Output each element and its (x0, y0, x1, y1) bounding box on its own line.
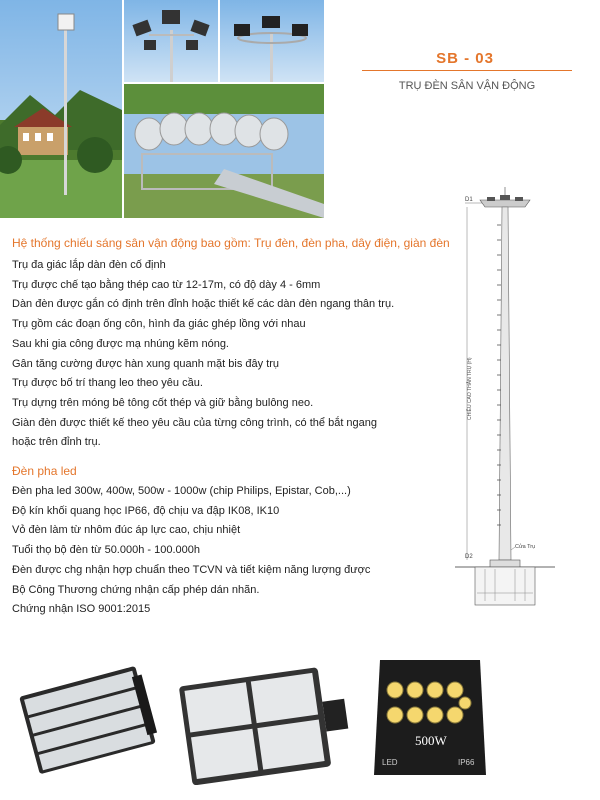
product-title: TRỤ ĐÈN SÂN VẬN ĐỘNG (398, 80, 536, 92)
product-module-floodlight-2 (175, 665, 355, 785)
led-line: Vỏ đèn làm từ nhôm đúc áp lực cao, chịu nhiệt (12, 524, 241, 537)
system-line: Trụ được chế tạo bằng thép cao từ 12-17m, có độ dày 4 - 6mm (12, 278, 321, 291)
flood-led-label: LED (382, 758, 398, 767)
system-section-title: Hệ thống chiếu sáng sân vận động bao gồm: Trụ đèn, đèn pha, dây điện, giàn đèn (12, 236, 450, 250)
product-module-floodlight-1 (18, 660, 158, 785)
system-line: Trụ được bố trí thang leo theo yêu cầu. (12, 377, 203, 390)
led-line: Bộ Công Thương chứng nhận cấp phép dán nhãn. (12, 583, 260, 596)
system-line: Gân tăng cường được hàn xung quanh mặt bis đây trụ (12, 357, 280, 370)
led-line: Tuổi thọ bộ đèn từ 50.000h - 100.000h (12, 544, 200, 557)
label-door: Cửa Trụ (515, 544, 536, 550)
flood-watt-label: 500W (415, 733, 447, 748)
photo-pole-head-2 (220, 0, 324, 82)
pole-diagram (455, 185, 595, 615)
led-section-title: Đèn pha led (12, 464, 77, 478)
led-lines (12, 482, 370, 620)
flood-ip-label: IP66 (458, 758, 475, 767)
system-line: hoặc trên đỉnh trụ. (12, 436, 101, 449)
label-d1: D1 (465, 197, 473, 203)
photo-floodlight-rack (124, 84, 324, 218)
led-line: Đèn pha led 300w, 400w, 500w - 1000w (chip Philips, Epistar, Cob,...) (12, 485, 351, 497)
system-line: Trụ gồm các đoạn ống côn, hình đa giác ghép lồng với nhau (12, 318, 306, 331)
photo-stadium-pole (0, 0, 122, 218)
label-d2: D2 (465, 554, 473, 560)
label-height: CHIỀU CAO THÂN TRỤ (H) (467, 357, 473, 420)
photo-pole-head-1 (124, 0, 218, 82)
led-line: Đèn được chg nhận hợp chuẩn theo TCVN và tiết kiệm năng lượng được (12, 563, 371, 576)
system-lines (12, 256, 394, 453)
system-line: Dàn đèn được gắn có định trên đỉnh hoặc thiết kế các dàn đèn ngang thân trụ. (12, 298, 395, 311)
led-line: Độ kín khối quang học IP66, độ chịu va đập IK08, IK10 (12, 504, 280, 517)
system-line: Trụ dựng trên móng bê tông cốt thép và giữ bằng bulông neo. (12, 396, 314, 409)
led-line: Chứng nhận ISO 9001:2015 (12, 603, 151, 616)
system-line: Trụ đa giác lắp dàn đèn cố định (12, 259, 166, 271)
product-floodlight-500w (370, 655, 490, 785)
product-code: SB - 03 (436, 50, 494, 67)
header-divider (362, 70, 572, 71)
system-line: Sau khi gia công được mạ nhúng kẽm nóng. (12, 337, 229, 350)
system-line: Giàn đèn được thiết kế theo yêu cầu của từng công trình, có thể bắt ngang (12, 416, 378, 429)
